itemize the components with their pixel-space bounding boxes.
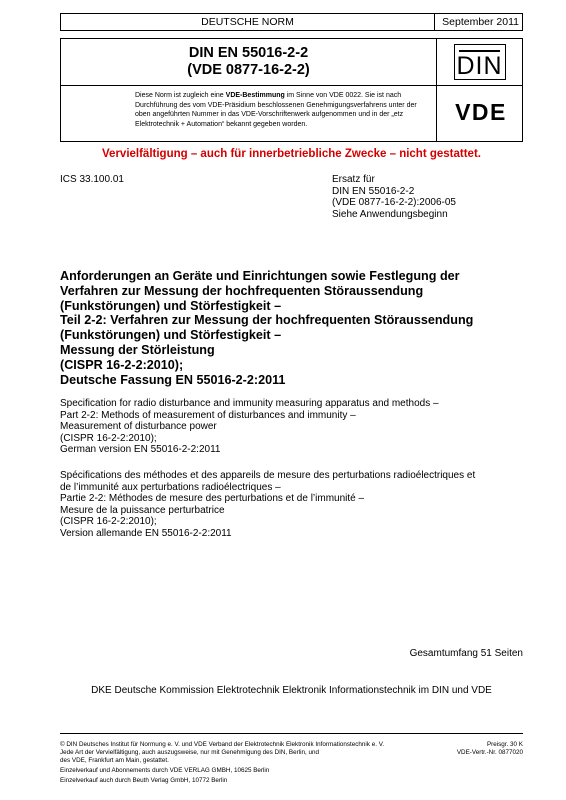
vde-logo: VDE bbox=[455, 99, 507, 125]
vde-notice-prefix: Diese Norm ist zugleich eine bbox=[135, 92, 226, 99]
sales-line: Einzelverkauf auch durch Beuth Verlag GmbH, 10772 Berlin bbox=[60, 776, 228, 784]
din-logo bbox=[454, 44, 506, 80]
replacement-line: (VDE 0877-16-2-2):2006-05 bbox=[332, 197, 456, 208]
vde-classification-number: (VDE 0877-16-2-2) bbox=[187, 62, 310, 78]
footer-copyright bbox=[60, 741, 425, 785]
title-german bbox=[60, 269, 530, 387]
title-german-line: Messung der Störleistung bbox=[60, 342, 215, 357]
title-english-line: Specification for radio disturbance and immunity measuring apparatus and methods – bbox=[60, 398, 439, 409]
copyright-line: des VDE, Frankfurt am Main, gestattet. bbox=[60, 757, 169, 765]
standard-number: DIN EN 55016-2-2 bbox=[188, 45, 309, 61]
replacement-line: Ersatz für bbox=[332, 174, 375, 185]
total-pages: Gesamtumfang 51 Seiten bbox=[409, 648, 523, 659]
copyright-line: Jede Art der Vervielfältigung, auch auszugsweise, nur mit Genehmigung des DIN, Berlin, und bbox=[60, 749, 320, 757]
norm-label: DEUTSCHE NORM bbox=[60, 13, 435, 31]
title-german-line: Verfahren zur Messung der hochfrequenten Störaussendung bbox=[60, 283, 424, 298]
title-german-line: Teil 2-2: Verfahren zur Messung der hochfrequenten Störaussendung bbox=[60, 313, 474, 328]
title-german-line: (Funkstörungen) und Störfestigkeit – bbox=[60, 298, 282, 313]
publication-date: September 2011 bbox=[435, 13, 523, 31]
header-vertical-divider bbox=[436, 39, 437, 141]
header-horizontal-divider bbox=[61, 85, 522, 86]
title-french-line: de l’immunité aux perturbations radioélectriques – bbox=[60, 481, 281, 493]
title-english bbox=[60, 398, 525, 456]
title-german-line: (Funkstörungen) und Störfestigkeit – bbox=[60, 328, 282, 343]
price-group: Preisgr. 30 K bbox=[486, 741, 523, 748]
title-french-line: Version allemande EN 55016-2-2:2011 bbox=[60, 527, 232, 539]
vde-order-number: VDE-Vertr.-Nr. 0877020 bbox=[456, 749, 523, 757]
footer-divider bbox=[60, 733, 523, 734]
document-header-bar bbox=[60, 13, 523, 31]
title-english-line: (CISPR 16-2-2:2010); bbox=[60, 432, 157, 444]
din-logo-text: DIN bbox=[456, 52, 503, 80]
reproduction-notice: Vervielfältigung – auch für innerbetriebliche Zwecke – nicht gestattet. bbox=[102, 148, 481, 160]
replacement-line: DIN EN 55016-2-2 bbox=[332, 185, 415, 197]
title-french-line: Partie 2-2: Méthodes de mesure des perturbations et de l’immunité – bbox=[60, 493, 365, 504]
footer-order-info bbox=[430, 741, 523, 757]
title-french-line: (CISPR 16-2-2:2010); bbox=[60, 516, 157, 527]
copyright-line: © DIN Deutsches Institut für Normung e. V. und VDE Verband der Elektrotechnik Elektronik Informationstechnik e. V. bbox=[60, 741, 385, 748]
sales-line: Einzelverkauf und Abonnements durch VDE VERLAG GMBH, 10625 Berlin bbox=[60, 767, 270, 775]
dke-commission: DKE Deutsche Kommission Elektrotechnik Elektronik Informationstechnik im DIN und VDE bbox=[91, 685, 492, 696]
vde-notice-bold: VDE-Bestimmung bbox=[225, 92, 285, 99]
title-french-line: Spécifications des méthodes et des appareils de mesure des perturbations radioélectriques et bbox=[60, 470, 476, 481]
replacement-line: Siehe Anwendungsbeginn bbox=[332, 208, 448, 220]
vde-notice-rest: im Sinne von VDE 0022. Sie ist nach Durchführung des vom VDE-Präsidium beschlossenen Genehmigungsverfahrens unter der oben angeführten Nummer in das VDE-Vorschriftenwerk aufgenommen und in der „etz Elektrotechnik + Automation“ bekannt gegeben worden. bbox=[135, 92, 417, 128]
title-german-line: Deutsche Fassung EN 55016-2-2:2011 bbox=[60, 372, 286, 387]
title-english-line: Part 2-2: Methods of measurement of disturbances and immunity – bbox=[60, 409, 356, 421]
ics-code: ICS 33.100.01 bbox=[60, 174, 124, 185]
title-english-line: Measurement of disturbance power bbox=[60, 421, 217, 432]
vde-notice bbox=[135, 91, 431, 129]
title-english-line: German version EN 55016-2-2:2011 bbox=[60, 444, 221, 455]
title-french-line: Mesure de la puissance perturbatrice bbox=[60, 504, 225, 516]
title-german-line: Anforderungen an Geräte und Einrichtungen sowie Festlegung der bbox=[60, 269, 460, 283]
title-german-line: (CISPR 16-2-2:2010); bbox=[60, 357, 184, 372]
replacement-info bbox=[332, 174, 527, 220]
title-french bbox=[60, 470, 530, 539]
standard-header-box bbox=[60, 38, 523, 142]
